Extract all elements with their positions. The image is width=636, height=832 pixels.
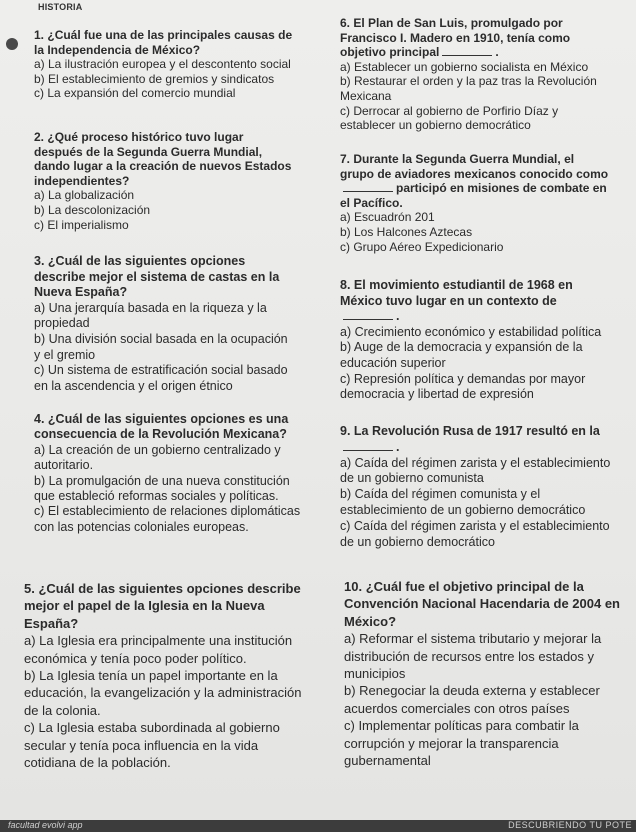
option[interactable]: a) Escuadrón 201 <box>340 210 435 225</box>
question-9: 9. La Revolución Rusa de 1917 resultó en la . a) Caída del régimen zarista y el establecimiento de un gobierno comunista b) Caída del régimen comunista y el establecimiento de un gobierno democrático c) Caída del régimen zarista y el establecimiento de un gobierno democrático <box>340 424 620 550</box>
option[interactable]: c) El establecimiento de relaciones diplomáticas con las potencias coloniales europeas. <box>34 504 301 534</box>
option[interactable]: a) La creación de un gobierno centralizado y autoritario. <box>34 442 281 473</box>
option[interactable]: a) Establecer un gobierno socialista en México <box>340 59 589 74</box>
option[interactable]: a) La globalización <box>34 188 135 203</box>
footer-bar <box>0 820 636 832</box>
option[interactable]: b) Los Halcones Aztecas <box>340 224 473 239</box>
option[interactable]: b) La Iglesia tenía un papel importante en la educación, la evangelización y la administración de la colonia. <box>24 668 302 718</box>
option[interactable]: c) La Iglesia estaba subordinada al gobierno secular y tenía poca influencia en la vida cotidiana de la población. <box>24 720 280 771</box>
question-6: 6. El Plan de San Luis, promulgado por Francisco I. Madero en 1910, tenía como objetivo principal . a) Establecer un gobierno socialista en México b) Restaurar el orden y la paz tras la Revolución Mexicana c) Derrocar al gobierno de Porfirio Díaz y establecer un gobierno democrático <box>340 16 610 133</box>
option[interactable]: a) La ilustración europea y el descontento social <box>34 57 291 72</box>
option[interactable]: a) Crecimiento económico y estabilidad política <box>340 324 602 339</box>
option[interactable]: a) La Iglesia era principalmente una institución económica y tenía poco poder político. <box>24 633 293 666</box>
option[interactable]: c) El imperialismo <box>34 217 129 232</box>
option[interactable]: b) Auge de la democracia y expansión de la educación superior <box>340 340 583 370</box>
option[interactable]: a) Reformar el sistema tributario y mejorar la distribución de recursos entre los estados y municipios <box>344 631 602 682</box>
option[interactable]: c) La expansión del comercio mundial <box>34 86 236 101</box>
option[interactable]: b) Renegociar la deuda externa y establecer acuerdos comerciales con otros países <box>344 683 600 716</box>
answer-blank[interactable] <box>343 191 393 192</box>
footer-right-text: DESCUBRIENDO TU POTE <box>508 820 632 830</box>
option[interactable]: c) Un sistema de estratificación social basado en la ascendencia y el origen étnico <box>34 363 288 393</box>
page-header: HISTORIA <box>38 2 83 12</box>
answer-blank[interactable] <box>343 450 393 451</box>
option[interactable]: b) Restaurar el orden y la paz tras la Revolución Mexicana <box>340 74 597 103</box>
answer-blank[interactable] <box>442 55 492 56</box>
option[interactable]: b) Una división social basada en la ocupación y el gremio <box>34 331 288 362</box>
option[interactable]: c) Caída del régimen zarista y el establecimiento de un gobierno democrático <box>340 518 610 549</box>
option[interactable]: c) Derrocar al gobierno de Porfirio Díaz y establecer un gobierno democrático <box>340 103 559 133</box>
option[interactable]: c) Represión política y demandas por mayor democracia y libertad de expresión <box>340 371 586 402</box>
question-10: 10. ¿Cuál fue el objetivo principal de la Convención Nacional Hacendaria de 2004 en México? a) Reformar el sistema tributario y mejorar la distribución de recursos entre los estados y municipios b) Renegociar la deuda externa y establecer acuerdos comerciales con otros países c) Implementar políticas para combatir la corrupción y mejorar la transparencia gubernamental <box>344 578 624 769</box>
question-7: 7. Durante la Segunda Guerra Mundial, el grupo de aviadores mexicanos conocido comoparticipó en misiones de combate en el Pacífico. a) Escuadrón 201 b) Los Halcones Aztecas c) Grupo Aéreo Expedicionario <box>340 152 609 254</box>
option[interactable]: b) Caída del régimen comunista y el establecimiento de un gobierno democrático <box>340 487 586 517</box>
answer-blank[interactable] <box>343 319 393 320</box>
question-4: 4. ¿Cuál de las siguientes opciones es una consecuencia de la Revolución Mexicana? a) La creación de un gobierno centralizado y autoritario. b) La promulgación de una nueva constitución que estableció reformas sociales y políticas. c) El establecimiento de relaciones diplomáticas con las potencias coloniales europeas. <box>34 412 301 534</box>
footer-left-text: facultad evolvi app <box>8 820 83 830</box>
option[interactable]: c) Grupo Aéreo Expedicionario <box>340 239 504 254</box>
option[interactable]: a) Una jerarquía basada en la riqueza y la propiedad <box>34 300 267 331</box>
question-5: 5. ¿Cuál de las siguientes opciones describe mejor el papel de la Iglesia en la Nueva España? a) La Iglesia era principalmente una institución económica y tenía poco poder político. b) La Iglesia tenía un papel importante en la educación, la evangelización y la administración de la colonia. c) La Iglesia estaba subordinada al gobierno secular y tenía poca influencia en la vida cotidiana de la población. <box>24 580 309 771</box>
question-1: 1. ¿Cuál fue una de las principales causas de la Independencia de México? a) La ilustración europea y el descontento social b) El establecimiento de gremios y sindicatos c) La expansión del comercio mundial <box>34 28 304 101</box>
option[interactable]: b) El establecimiento de gremios y sindicatos <box>34 71 275 86</box>
option[interactable]: c) Implementar políticas para combatir la corrupción y mejorar la transparencia gubernamental <box>344 718 579 769</box>
option[interactable]: b) La descolonización <box>34 202 151 217</box>
punch-hole <box>6 38 18 50</box>
question-3: 3. ¿Cuál de las siguientes opciones describe mejor el sistema de castas en la Nueva España? a) Una jerarquía basada en la riqueza y la propiedad b) Una división social basada en la ocupación y el gremio c) Un sistema de estratificación social basado en la ascendencia y el origen étnico <box>34 254 296 394</box>
option[interactable]: b) La promulgación de una nueva constitución que estableció reformas sociales y políticas. <box>34 473 290 504</box>
option[interactable]: a) Caída del régimen zarista y el establecimiento de un gobierno comunista <box>340 455 611 486</box>
question-8: 8. El movimiento estudiantil de 1968 en México tuvo lugar en un contexto de . a) Crecimiento económico y estabilidad política b) Auge de la democracia y expansión de la educación superior c) Represión política y demandas por mayor democracia y libertad de expresión <box>340 278 615 403</box>
question-2: 2. ¿Qué proceso histórico tuvo lugar después de la Segunda Guerra Mundial, dando lugar a la creación de nuevos Estados independientes? a) La globalización b) La descolonización c) El imperialismo <box>34 130 294 232</box>
